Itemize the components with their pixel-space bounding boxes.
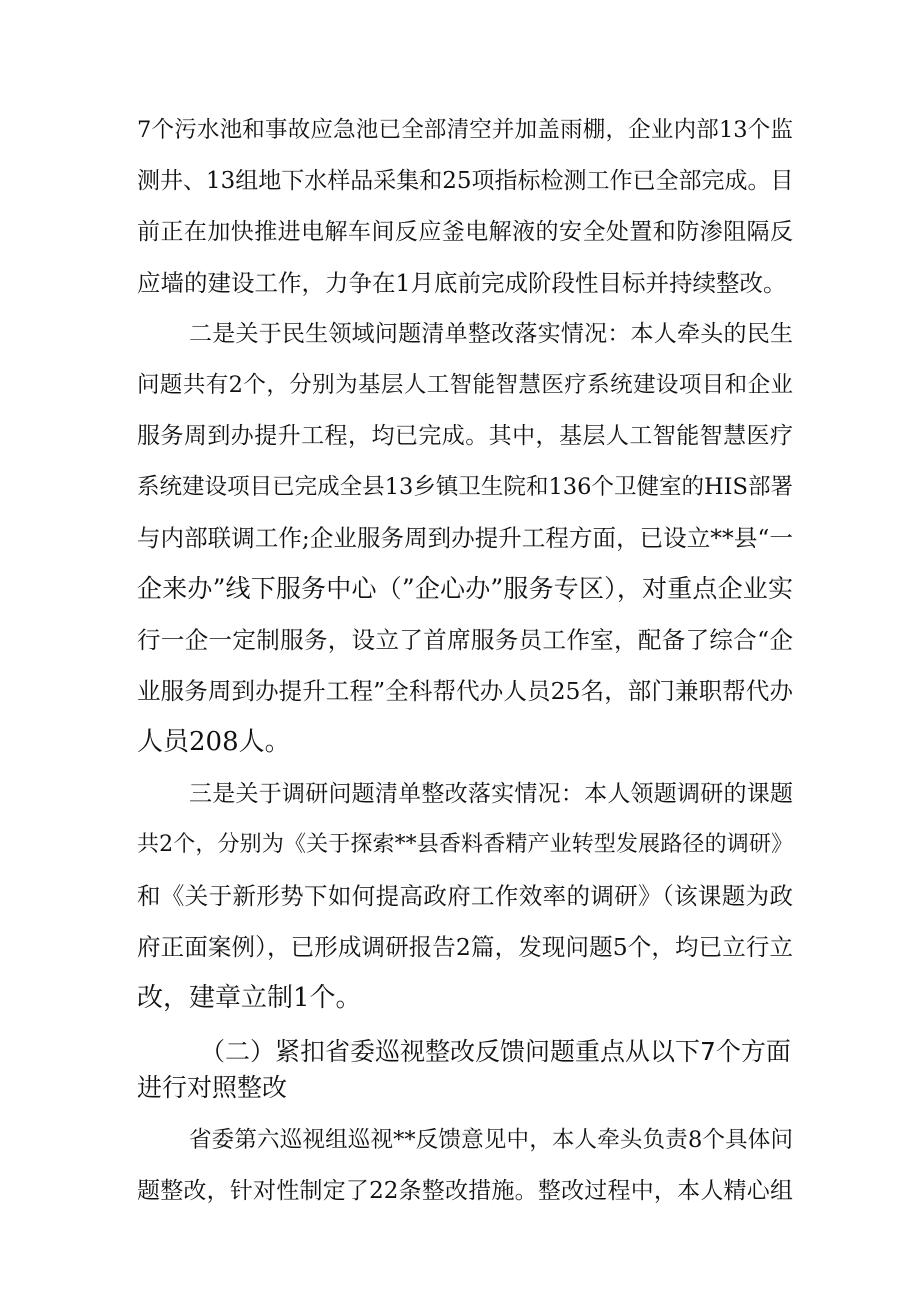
paragraph-1-line-1: 7个污水池和事故应急池已全部清空并加盖雨棚，企业内部13个监 [137,117,793,143]
paragraph-3-line-4: 府正面案例），已形成调研报告2篇，发现问题5个，均已立行立 [137,933,793,961]
paragraph-2-line-3: 服务周到办提升工程，均已完成。其中，基层人工智能智慧医疗 [137,423,793,449]
paragraph-3-line-5: 改，建章立制1个。 [137,983,362,1013]
paragraph-2-line-4: 系统建设项目已完成全县13乡镇卫生院和136个卫健室的HIS部署 [137,474,793,500]
paragraph-2-line-7: 行一企一定制服务，设立了首席服务员工作室，配备了综合“企 [137,626,793,654]
paragraph-2-line-8: 业服务周到办提升工程”全科帮代办人员25名，部门兼职帮代办 [137,677,793,705]
paragraph-2-line-1: 二是关于民生领域问题清单整改落实情况：本人牵头的民生 [189,321,793,347]
paragraph-4-line-1: 省委第六巡视组巡视**反馈意见中，本人牵头负责8个具体问 [189,1127,793,1153]
section-heading-line-2: 进行对照整改 [137,1073,288,1102]
paragraph-1-line-3: 前正在加快推进电解车间反应釜电解液的安全处置和防渗阻隔反 [137,219,793,245]
paragraph-2-line-6: 企来办”线下服务中心（”企心办”服务专区），对重点企业实 [137,574,793,603]
paragraph-1-line-2: 测井、13组地下水样品采集和25项指标检测工作已全部完成。目 [137,168,794,194]
paragraph-4-line-2: 题整改，针对性制定了22条整改措施。整改过程中，本人精心组 [137,1178,793,1204]
paragraph-3-line-2: 共2个，分别为《关于探索**县香料香精产业转型发展路径的调研》 [137,832,793,857]
paragraph-2-line-5: 与内部联调工作;企业服务周到办提升工程方面，已设立**县“一 [137,524,793,552]
paragraph-2-line-9: 人员208人。 [137,727,291,757]
section-heading-line-1: （二）紧扣省委巡视整改反馈问题重点从以下7个方面 [200,1037,791,1066]
paragraph-1-line-4: 应墙的建设工作，力争在1月底前完成阶段性目标并持续整改。 [137,269,787,297]
paragraph-3-line-3: 和《关于新形势下如何提高政府工作效率的调研》（该课题为政 [137,882,793,910]
paragraph-2-line-2: 问题共有2个，分别为基层人工智能智慧医疗系统建设项目和企业 [137,372,793,398]
paragraph-3-line-1: 三是关于调研问题清单整改落实情况：本人领题调研的课题 [189,781,793,807]
